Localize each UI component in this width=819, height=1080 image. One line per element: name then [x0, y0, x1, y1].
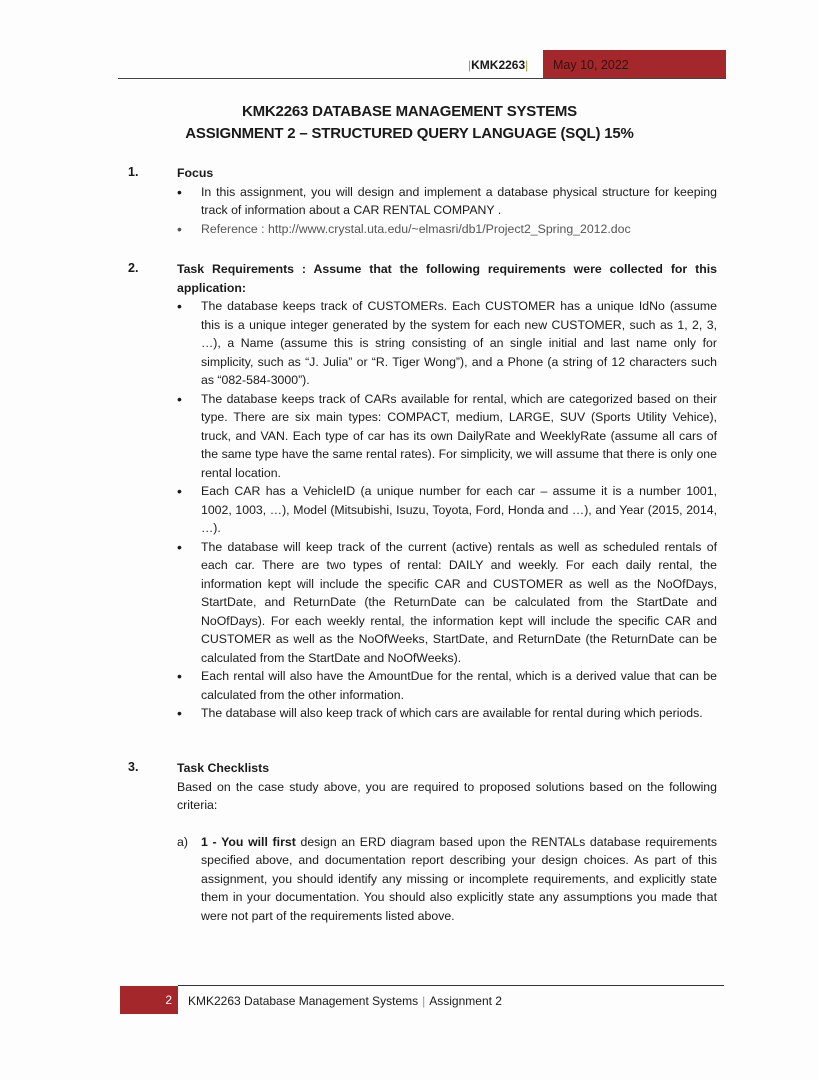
section-number: 2.	[128, 261, 139, 275]
header-rule	[118, 78, 726, 79]
title-line-2: ASSIGNMENT 2 – STRUCTURED QUERY LANGUAGE (SQL) 15%	[185, 125, 634, 142]
bullet: • The database will keep track of the current (active) rentals as well as scheduled rentals of each car. There are two types of rental: DAILY and weekly. For each daily rental, the information kept will include the specific CAR and CUSTOMER as well as the NoOfDays, StartDate, and ReturnDate (the ReturnDate can be calculated from the StartDate and NoOfDays). For each weekly rental, the information kept will include the specific CAR and CUSTOMER as well as the NoOfWeeks, StartDate, and ReturnDate (the ReturnDate can be calculated from the StartDate and NoOfWeeks).	[177, 538, 717, 668]
footer-rule	[178, 985, 724, 986]
footer-page-number: 2	[120, 986, 178, 1014]
bullet: • The database keeps track of CARs available for rental, which are categorized based on their type. There are six main types: COMPACT, medium, LARGE, SUV (Sports Utility Vehice), truck, and VAN. Each type of car has its own DailyRate and WeeklyRate (assume all cars of the same type have the same rental rates). For simplicity, we will assume that there is only one rental location.	[177, 390, 717, 483]
footer-doc: Assignment 2	[429, 994, 502, 1008]
item-lead: 1 - You will first	[201, 834, 296, 849]
section-heading: Task Checklists	[177, 761, 270, 775]
reference-link[interactable]: • Reference : http://www.crystal.uta.edu/~elmasri/db1/Project2_Spring_2012.doc	[177, 220, 717, 239]
checklist-item	[177, 833, 717, 926]
section-requirements	[177, 260, 717, 723]
section-number: 1.	[128, 165, 139, 179]
section-heading: Task Requirements : Assume that the following requirements were collected for this application:	[177, 262, 717, 295]
section-heading: Focus	[177, 166, 214, 180]
bullet: • In this assignment, you will design and implement a database physical structure for keeping track of information about a CAR RENTAL COMPANY .	[177, 183, 717, 220]
item-text: design an ERD diagram based upon the RENTALs database requirements specified above, and documentation report describing your design choices. As part of this assignment, you should identify any missing or incomplete requirements, and explicitly state them in your documentation. You should also explicitly state any assumptions you made that were not part of the requirements listed above.	[201, 834, 717, 923]
footer-text: KMK2263 Database Management Systems | Assignment 2	[188, 994, 502, 1008]
bullet: • Each CAR has a VehicleID (a unique number for each car – assume it is a number 1001, 1002, 1003, …), Model (Mitsubishi, Isuzu, Toyota, Ford, Honda and …), and Year (2015, 2014, …).	[177, 482, 717, 538]
bullet: • The database will also keep track of which cars are available for rental during which periods.	[177, 704, 717, 723]
section-checklists	[177, 759, 717, 925]
bullet: • Each rental will also have the AmountDue for the rental, which is a derived value that can be calculated from the other information.	[177, 667, 717, 704]
item-label: a)	[177, 834, 188, 849]
section-focus	[177, 164, 717, 238]
header-date: May 10, 2022	[543, 50, 726, 78]
section-intro: Based on the case study above, you are required to proposed solutions based on the following criteria:	[177, 779, 717, 812]
header-course-code: |KMK2263|	[468, 58, 529, 72]
footer-course: KMK2263 Database Management Systems	[188, 994, 419, 1008]
title-line-1: KMK2263 DATABASE MANAGEMENT SYSTEMS	[242, 103, 577, 120]
section-number: 3.	[128, 760, 139, 774]
bullet: • The database keeps track of CUSTOMERs. Each CUSTOMER has a unique IdNo (assume this is a unique integer generated by the system for each new CUSTOMER, such as 1, 2, 3, …), a Name (assume this is string consisting of an single initial and last name only for simplicity, such as “J. Julia” or “R. Tiger Wong”), and a Phone (a string of 12 characters such as “082-584-3000”).	[177, 297, 717, 390]
